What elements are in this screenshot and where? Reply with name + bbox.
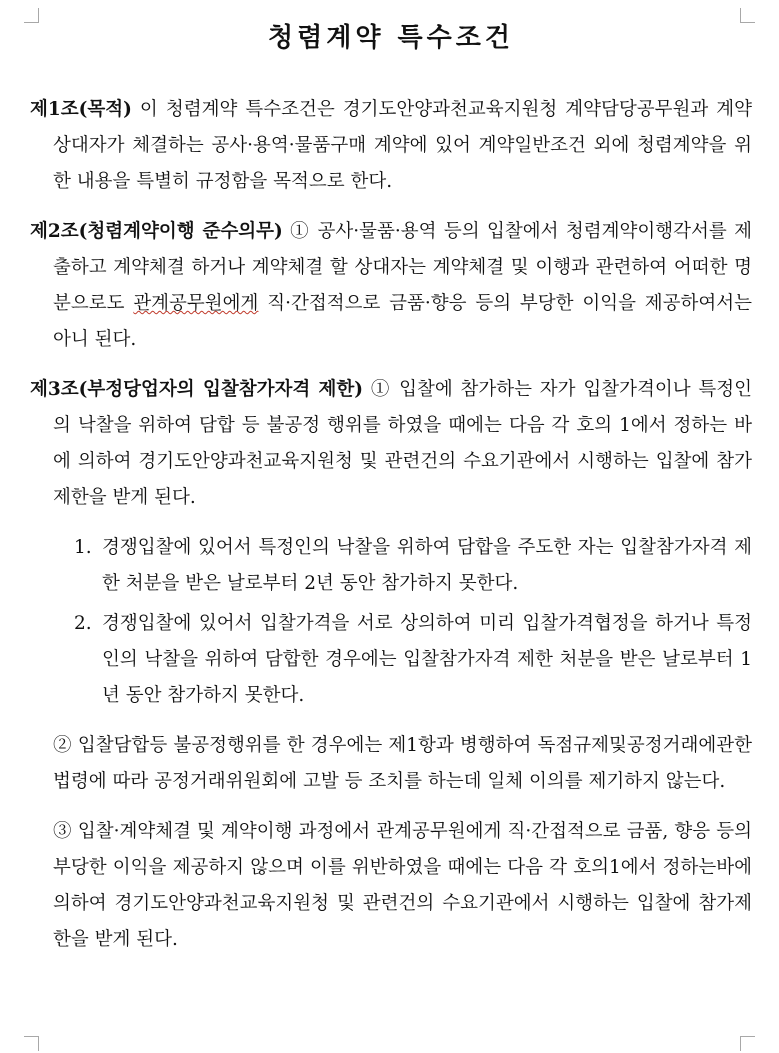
list-item xyxy=(30,606,752,714)
article-3-item-list xyxy=(30,530,752,714)
article-1-heading: 제1조(목적) xyxy=(30,99,132,120)
article-3-paragraph-2: ② 입찰담합등 불공정행위를 한 경우에는 제1항과 병행하여 독점규제및공정거래에관한 법령에 따라 공정거래위원회에 고발 등 조치를 하는데 일체 이의를 제기하지 않는다. xyxy=(53,735,752,792)
article-1-text: 이 청렴계약 특수조건은 경기도안양과천교육지원청 계약담당공무원과 계약상대자가 체결하는 공사·용역·물품구매 계약에 있어 계약일반조건 외에 청렴계약을 위한 내용을 특별히 규정함을 목적으로 한다. xyxy=(53,99,752,192)
article-2 xyxy=(30,214,752,358)
article-3-paragraph-3: ③ 입찰·계약체결 및 계약이행 과정에서 관계공무원에게 직·간접적으로 금품, 향응 등의 부당한 이익을 제공하지 않으며 이를 위반하였을 때에는 다음 각 호의1에서 정하는바에 의하여 경기도안양과천교육지원청 및 관련건의 수요기관에서 시행하는 입찰에 참가제한을 받게 된다. xyxy=(53,821,752,950)
document-body xyxy=(30,18,752,972)
list-item-number: 2. xyxy=(74,613,92,634)
list-item-text: 경쟁입찰에 있어서 특정인의 낙찰을 위하여 담합을 주도한 자는 입찰참가자격 제한 처분을 받은 날로부터 2년 동안 참가하지 못한다. xyxy=(102,537,752,594)
article-3 xyxy=(30,372,752,516)
article-2-heading: 제2조(청렴계약이행 준수의무) xyxy=(30,221,283,242)
list-item-number: 1. xyxy=(74,537,92,558)
document-title: 청렴계약 특수조건 xyxy=(268,23,514,53)
list-item-text: 경쟁입찰에 있어서 입찰가격을 서로 상의하여 미리 입찰가격협정을 하거나 특정인의 낙찰을 위하여 담합한 경우에는 입찰참가자격 제한 처분을 받은 날로부터 1년 동안 참가하지 못한다. xyxy=(102,613,752,706)
article-2-text-before: ① 공사·물품·용역 등의 입찰에서 청렴계약이행각서를 제출하고 계약체결 하거나 계약체결 할 상대자는 계약체결 및 이행과 관련하여 어떠한 명분으로도 xyxy=(53,221,752,314)
page-corner-mark-bottom-right xyxy=(740,1036,755,1051)
list-item xyxy=(30,530,752,602)
article-2-text-after: 직·간접적으로 금품·향응 등의 부당한 이익을 제공하여서는 아니 된다. xyxy=(53,293,752,350)
article-3-text: ① 입찰에 참가하는 자가 입찰가격이나 특정인의 낙찰을 위하여 담합 등 불공정 행위를 하였을 때에는 다음 각 호의 1에서 정하는 바에 의하여 경기도안양과천교육지원청 및 관련건의 수요기관에서 시행하는 입찰에 참가 제한을 받게 된다. xyxy=(53,379,753,508)
article-1 xyxy=(30,92,752,200)
page-corner-mark-bottom-left xyxy=(24,1036,39,1051)
article-3-heading: 제3조(부정당업자의 입찰참가자격 제한) xyxy=(30,379,364,400)
spellcheck-flagged-word[interactable]: 관계공무원에게 xyxy=(133,293,259,314)
